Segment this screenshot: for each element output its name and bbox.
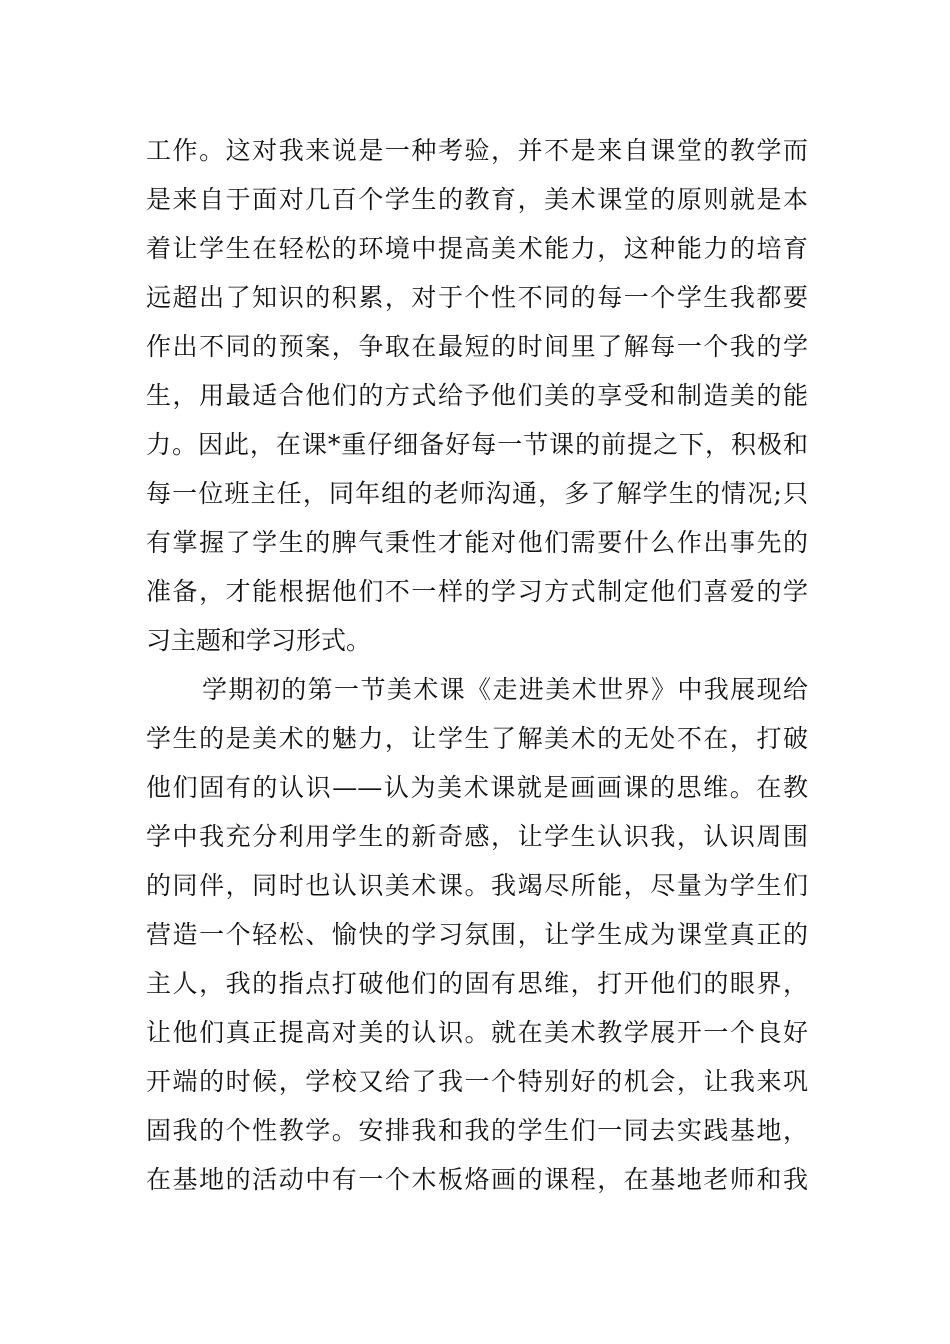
- text-line: 学中我充分利用学生的新奇感，让学生认识我，认识周围: [146, 822, 808, 851]
- text-line: 学期初的第一节美术课《走进美术世界》中我展现给: [202, 675, 808, 704]
- text-line: 他们固有的认识——认为美术课就是画画课的思维。在教: [146, 773, 808, 802]
- text-line: 力。因此，在课*重仔细备好每一节课的前提之下，积极和: [146, 430, 808, 459]
- text-line: 着让学生在轻松的环境中提高美术能力，这种能力的培育: [146, 234, 808, 263]
- text-line: 在基地的活动中有一个木板烙画的课程，在基地老师和我: [146, 1165, 808, 1194]
- document-body: [146, 126, 808, 1204]
- text-line: 开端的时候，学校又给了我一个特别好的机会，让我来巩: [146, 1067, 808, 1096]
- paragraph-2: [146, 665, 808, 1204]
- text-line: 让他们真正提高对美的认识。就在美术教学展开一个良好: [146, 1018, 808, 1047]
- text-line: 固我的个性教学。安排我和我的学生们一同去实践基地，: [146, 1116, 808, 1145]
- text-line: 远超出了知识的积累，对于个性不同的每一个学生我都要: [146, 283, 808, 312]
- text-line: 是来自于面对几百个学生的教育，美术课堂的原则就是本: [146, 185, 808, 214]
- text-line: 习主题和学习形式。: [146, 626, 372, 655]
- text-line: 每一位班主任，同年组的老师沟通，多了解学生的情况;只: [146, 479, 808, 508]
- text-line: 营造一个轻松、愉快的学习氛围，让学生成为课堂真正的: [146, 920, 808, 949]
- text-line: 工作。这对我来说是一种考验，并不是来自课堂的教学而: [146, 136, 808, 165]
- text-line: 主人，我的指点打破他们的固有思维，打开他们的眼界，: [146, 969, 808, 998]
- text-line: 有掌握了学生的脾气秉性才能对他们需要什么作出事先的: [146, 528, 808, 557]
- text-line: 的同伴，同时也认识美术课。我竭尽所能，尽量为学生们: [146, 871, 808, 900]
- text-line: 学生的是美术的魅力，让学生了解美术的无处不在，打破: [146, 724, 808, 753]
- paragraph-1: [146, 126, 808, 665]
- text-line: 准备，才能根据他们不一样的学习方式制定他们喜爱的学: [146, 577, 808, 606]
- text-line: 作出不同的预案，争取在最短的时间里了解每一个我的学: [146, 332, 808, 361]
- text-line: 生，用最适合他们的方式给予他们美的享受和制造美的能: [146, 381, 808, 410]
